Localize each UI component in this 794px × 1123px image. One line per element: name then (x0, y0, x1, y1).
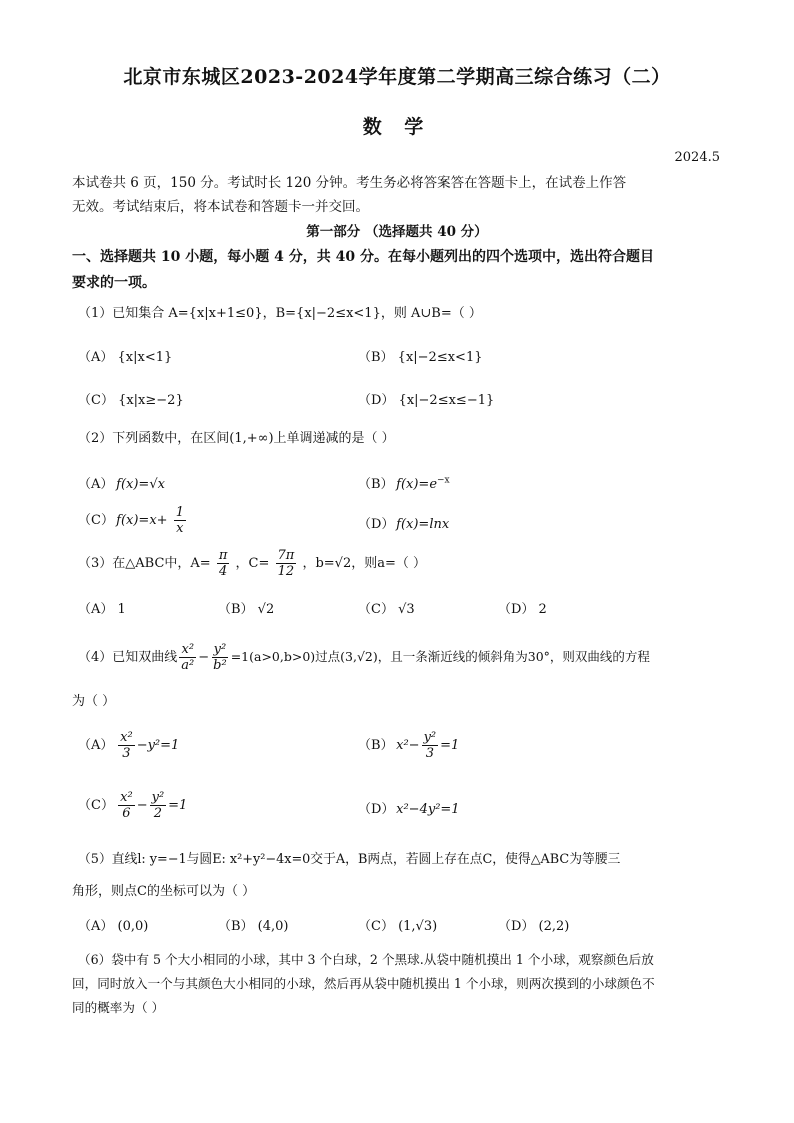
question-5-option-c: （C） (1,√3) (358, 919, 438, 934)
option-text: −y²=1 (136, 738, 180, 753)
question-4-option-b (358, 730, 459, 761)
question-4-option-d (358, 798, 460, 817)
question-3-option-a: （A） 1 (78, 602, 126, 617)
numerator: π (218, 548, 228, 563)
question-1-stem: （1）已知集合 A={x|x+1≤0}，B={x|−2≤x<1}，则 A∪B=（ ） (78, 306, 482, 321)
fraction (179, 642, 196, 673)
question-5-option-b: （B） (4,0) (218, 919, 289, 934)
denominator: 4 (218, 564, 228, 579)
question-1-option-b: （B） {x|−2≤x<1} (358, 350, 483, 365)
question-4-option-a (78, 730, 179, 761)
option-label: （B） (358, 477, 394, 492)
option-label: （A） (78, 477, 114, 492)
question-6-stem-line-3: 同的概率为（ ） (72, 1000, 165, 1015)
minus-sign: − (136, 798, 148, 813)
denominator: 6 (122, 806, 131, 821)
question-5-stem: （5）直线l: y=−1与圆E: x²+y²−4x=0交于A，B两点，若圆上存在点C，使得△ABC为等腰三 (78, 852, 621, 867)
exam-date: 2024.5 (674, 150, 720, 165)
option-label: （B） (358, 738, 394, 753)
stem-text: （4）已知双曲线 (78, 650, 178, 665)
question-2-option-c (78, 505, 188, 536)
denominator: b² (213, 658, 227, 673)
option-label: （C） (78, 513, 114, 528)
option-text: x²− (396, 738, 420, 753)
question-6-stem-line-1: （6）袋中有 5 个大小相同的小球，其中 3 个白球，2 个黑球.从袋中随机摸出 1 个小球，观察颜色后放 (78, 952, 654, 967)
option-label: （D） (358, 517, 395, 532)
fraction (422, 730, 439, 761)
numerator: 1 (175, 505, 184, 520)
option-text: f(x)=e (396, 477, 438, 492)
option-text: =1 (440, 738, 460, 753)
question-6-stem-line-2: 回，同时放入一个与其颜色大小相同的小球，然后再从袋中随机摸出 1 个小球，则两次摸到的小球颜色不 (72, 976, 655, 991)
section-one-instructions (72, 244, 732, 296)
fraction (276, 548, 297, 579)
numerator: y² (213, 642, 227, 657)
denominator: 2 (153, 806, 163, 821)
question-3-option-c: （C） √3 (358, 602, 415, 617)
numerator: y² (151, 790, 165, 805)
fraction (118, 790, 135, 821)
numerator: 7π (277, 548, 295, 563)
stem-text: ，C= (235, 556, 270, 571)
option-text: f(x)=x+ (116, 513, 168, 528)
subject-heading: 数 学 (362, 116, 432, 138)
minus-sign: − (198, 650, 210, 665)
fraction (150, 790, 167, 821)
fraction (118, 730, 135, 761)
question-1-option-d: （D） {x|−2≤x≤−1} (358, 393, 495, 408)
question-3-option-d: （D） 2 (498, 602, 547, 617)
denominator: a² (181, 658, 195, 673)
question-3-stem (78, 548, 728, 579)
question-1-option-a: （A） {x|x<1} (78, 350, 173, 365)
question-5-stem-line-2: 角形，则点C的坐标可以为（ ） (72, 884, 256, 899)
part-one-heading: 第一部分 （选择题共 40 分） (306, 224, 488, 240)
fraction (174, 505, 186, 536)
section-one-line-1: 一、选择题共 10 小题，每小题 4 分，共 40 分。在每小题列出的四个选项中，选出符合题目 (72, 249, 654, 265)
option-text: =1 (168, 798, 188, 813)
question-2-option-d (358, 513, 449, 532)
question-5-option-a: （A） (0,0) (78, 919, 149, 934)
option-label: （C） (78, 798, 114, 813)
denominator: x (176, 521, 184, 536)
fraction (211, 642, 229, 673)
stem-text: ，b=√2，则a=（ ） (302, 556, 427, 571)
question-5-option-d: （D） (2,2) (498, 919, 570, 934)
option-label: （D） (358, 802, 395, 817)
option-text: f(x)=√x (116, 477, 165, 492)
exam-title: 北京市东城区2023-2024学年度第二学期高三综合练习（二） (123, 66, 671, 88)
stem-text: =1(a>0,b>0)过点(3,√2)，且一条渐近线的倾斜角为30°，则双曲线的方程 (230, 649, 650, 664)
section-one-line-2: 要求的一项。 (72, 275, 156, 291)
denominator: 12 (277, 564, 295, 579)
instructions-line-1: 本试卷共 6 页，150 分。考试时长 120 分钟。考生务必将答案答在答题卡上，在试卷上作答 (72, 175, 627, 191)
question-4-option-c (78, 790, 187, 821)
option-label: （A） (78, 738, 114, 753)
denominator: 3 (122, 746, 131, 761)
question-2-stem: （2）下列函数中，在区间(1,+∞)上单调递减的是（ ） (78, 431, 395, 446)
numerator: x² (181, 642, 195, 657)
numerator: x² (120, 790, 133, 805)
question-2-option-a (78, 473, 165, 492)
exponent: −x (437, 475, 450, 486)
stem-text: （3）在△ABC中，A= (78, 556, 211, 571)
option-text: x²−4y²=1 (396, 802, 460, 817)
instructions-line-2: 无效。考试结束后，将本试卷和答题卡一并交回。 (72, 199, 369, 215)
fraction (217, 548, 230, 579)
denominator: 3 (425, 746, 434, 761)
numerator: y² (423, 730, 437, 745)
numerator: x² (120, 730, 133, 745)
question-3-option-b: （B） √2 (218, 602, 275, 617)
option-text: f(x)=lnx (396, 517, 450, 532)
question-4-stem-line-2: 为（ ） (72, 694, 116, 709)
question-2-option-b (358, 473, 450, 492)
question-1-option-c: （C） {x|x≥−2} (78, 393, 184, 408)
question-4-stem (78, 642, 738, 673)
